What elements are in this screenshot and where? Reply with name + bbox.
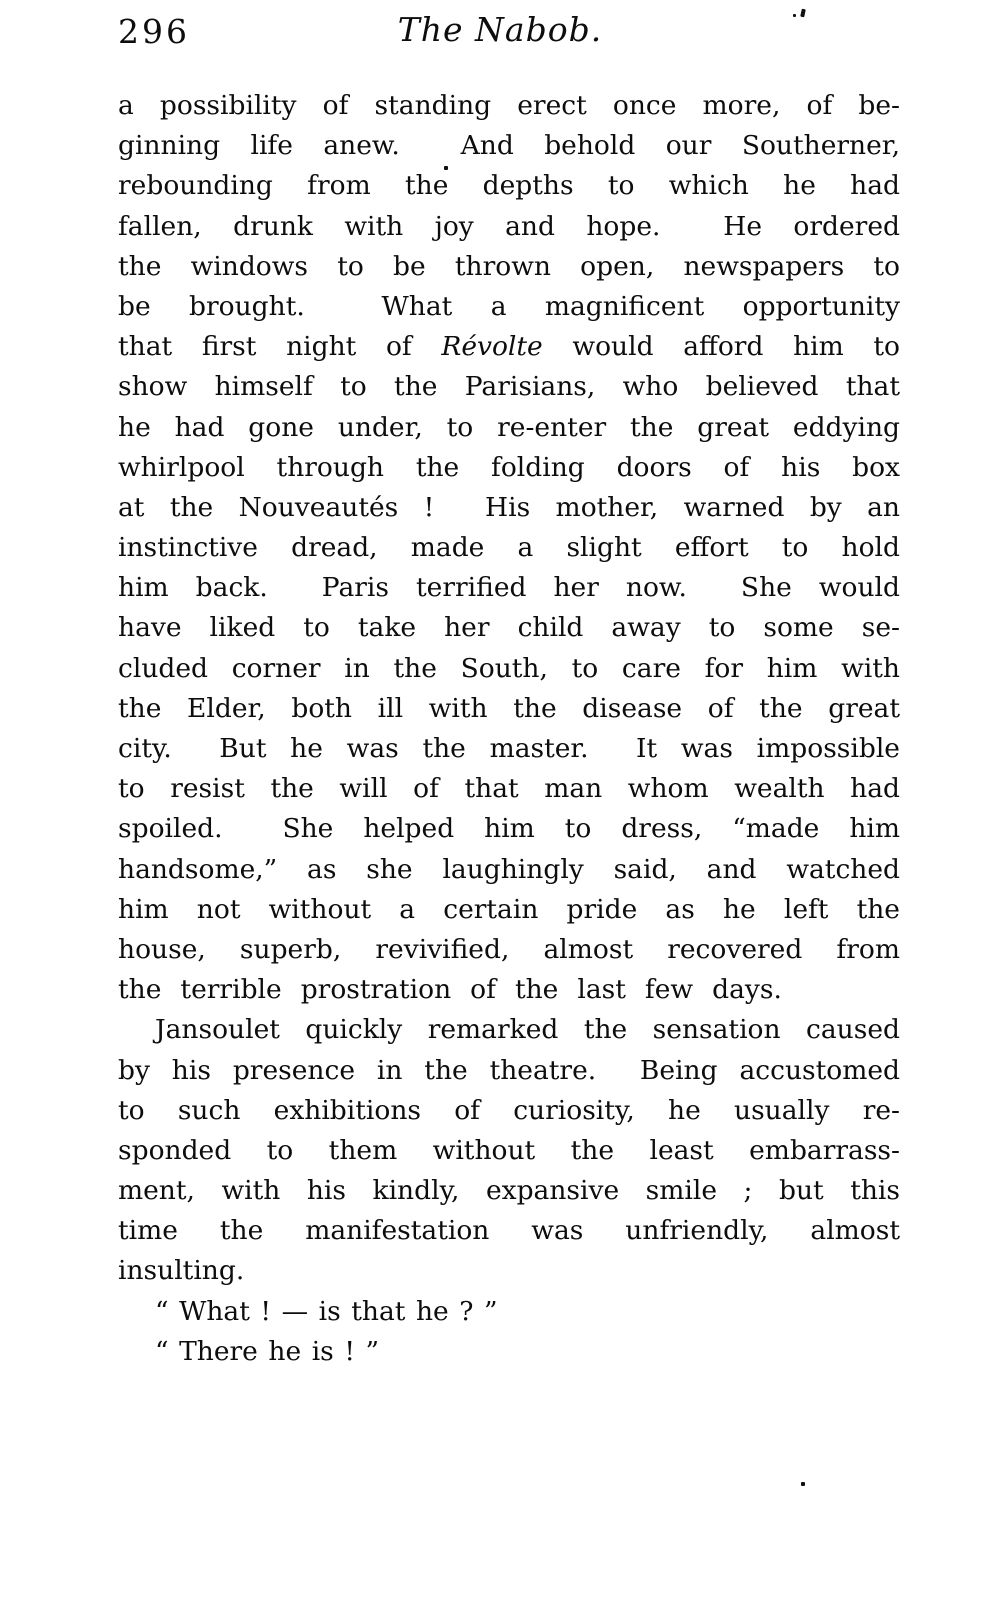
text-segment: he had gone under, to re-enter the great eddying — [118, 411, 900, 443]
text-segment: to such exhibitions of curiosity, he usually re- — [118, 1094, 900, 1126]
text-segment: time the manifestation was unfriendly, almost — [118, 1215, 900, 1247]
text-line — [118, 1091, 900, 1131]
text-segment: whirlpool through the folding doors of his box — [118, 451, 900, 483]
text-line — [118, 1131, 900, 1171]
text-segment: house, superb, revivified, almost recovered from — [118, 933, 900, 965]
text-line — [118, 1051, 900, 1091]
text-line — [118, 1292, 900, 1332]
text-line — [118, 890, 900, 930]
text-segment: sponded to them without the least embarrass- — [118, 1134, 900, 1166]
text-segment: the terrible prostration of the last few days. — [118, 974, 782, 1006]
ink-speck — [801, 1482, 805, 1486]
text-line — [118, 1332, 900, 1372]
text-segment: show himself to the Parisians, who believed that — [118, 371, 900, 403]
text-line — [118, 568, 900, 608]
italic-text: Révolte — [441, 331, 543, 363]
text-segment: fallen, drunk with joy and hope. He ordered — [118, 210, 900, 242]
text-segment: city. But he was the master. It was impossible — [118, 733, 900, 764]
text-segment: have liked to take her child away to some se- — [118, 612, 900, 644]
text-segment: would afford him to — [542, 331, 900, 363]
text-line — [118, 367, 900, 407]
text-segment: insulting. — [118, 1255, 245, 1287]
text-segment: ment, with his kindly, expansive smile ; but this — [118, 1175, 900, 1207]
text-line — [118, 448, 900, 488]
text-line — [118, 608, 900, 648]
text-segment: “ There he is ! ” — [155, 1335, 380, 1367]
text-line — [118, 287, 900, 327]
text-line — [118, 528, 900, 568]
text-line — [118, 649, 900, 689]
text-line — [118, 327, 900, 367]
text-segment: the Elder, both ill with the disease of the great — [118, 692, 900, 724]
text-line — [118, 769, 900, 809]
text-line — [118, 1251, 900, 1291]
text-line — [118, 207, 900, 247]
page-number: 296 — [118, 12, 190, 51]
text-line — [118, 488, 900, 528]
body-text — [118, 86, 900, 1372]
text-line — [118, 1010, 900, 1050]
text-line — [118, 970, 900, 1010]
text-line — [118, 729, 900, 769]
text-segment: by his presence in the theatre. Being accustomed — [118, 1054, 900, 1086]
text-line — [118, 166, 900, 206]
text-line — [118, 86, 900, 126]
running-title: The Nabob. — [397, 10, 603, 49]
text-segment: be brought. What a magnificent opportunity — [118, 290, 900, 322]
text-segment: spoiled. She helped him to dress, “made him — [118, 813, 900, 845]
text-line — [118, 809, 900, 849]
ink-speck — [793, 14, 796, 17]
page-header — [0, 8, 1000, 60]
text-segment: instinctive dread, made a slight effort to hold — [118, 532, 900, 564]
text-segment: at the Nouveautés ! His mother, warned by an — [118, 491, 900, 523]
text-segment: cluded corner in the South, to care for him with — [118, 652, 900, 684]
text-line — [118, 1211, 900, 1251]
text-segment: to resist the will of that man whom wealth had — [118, 773, 900, 805]
text-line — [118, 126, 900, 166]
text-line — [118, 1171, 900, 1211]
text-line — [118, 930, 900, 970]
text-segment: ginning life anew. And behold our Southerner, — [118, 130, 900, 162]
text-line — [118, 689, 900, 729]
text-segment: him not without a certain pride as he left the — [118, 893, 900, 925]
text-segment: a possibility of standing erect once more, of be- — [118, 90, 900, 121]
text-segment: that first night of — [118, 331, 442, 363]
text-segment: handsome,” as she laughingly said, and watched — [118, 853, 900, 885]
text-segment: Jansoulet quickly remarked the sensation caused — [155, 1014, 900, 1046]
text-line — [118, 408, 900, 448]
text-segment: rebounding from the depths to which he had — [118, 170, 900, 202]
text-segment: “ What ! — is that he ? ” — [155, 1295, 498, 1327]
text-segment: him back. Paris terrified her now. She would — [118, 572, 900, 604]
text-line — [118, 247, 900, 287]
text-line — [118, 850, 900, 890]
text-segment: the windows to be thrown open, newspapers to — [118, 250, 900, 282]
